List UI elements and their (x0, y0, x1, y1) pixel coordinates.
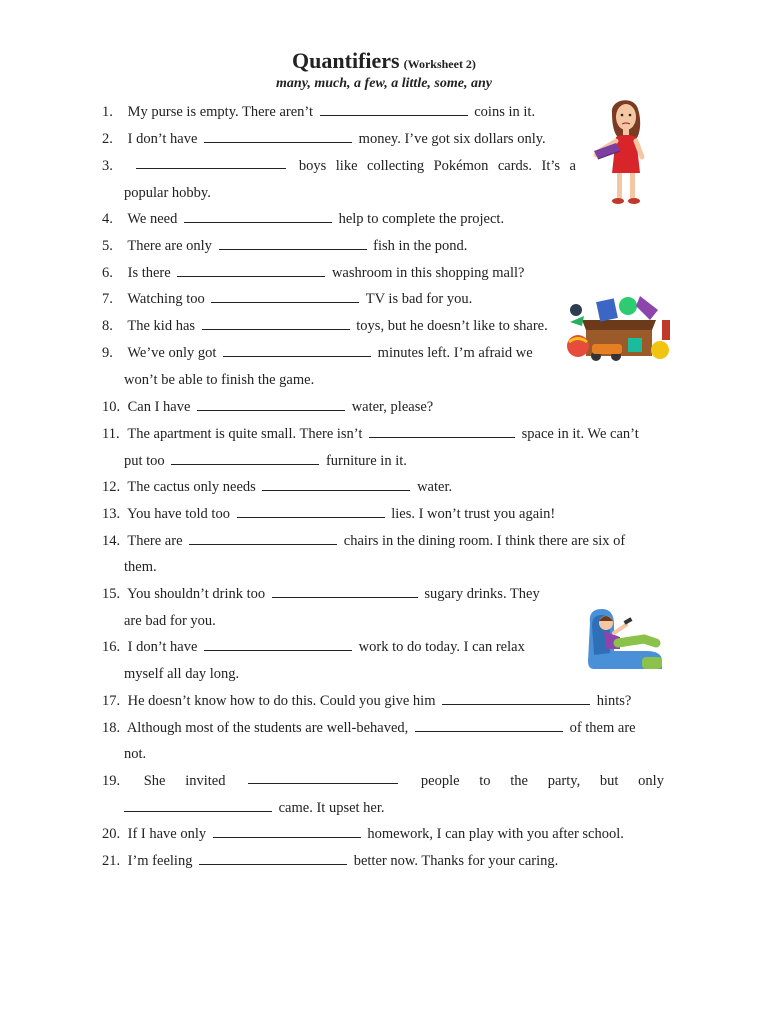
question-17: 17. He doesn’t know how to do this. Could you give him hints? (102, 693, 632, 709)
question-19: 19. She invited people to the party, but only (102, 770, 664, 792)
answer-blank[interactable] (211, 289, 359, 303)
question-20: 20. If I have only homework, I can play with you after school. (102, 826, 624, 842)
answer-blank[interactable] (204, 129, 352, 143)
answer-blank[interactable] (219, 236, 367, 250)
person-relaxing-armchair-illustration (584, 603, 668, 673)
topics-line: many, much, a few, a little, some, any (276, 76, 492, 91)
answer-blank[interactable] (415, 718, 563, 732)
answer-blank[interactable] (320, 102, 468, 116)
answer-blank[interactable] (237, 504, 385, 518)
question-11-cont: put too furniture in it. (124, 453, 407, 469)
page-subtitle: (Worksheet 2) (403, 57, 476, 71)
answer-blank[interactable] (202, 316, 350, 330)
page-title: Quantifiers (292, 48, 400, 73)
worksheet-heading (0, 48, 768, 74)
answer-blank[interactable] (189, 531, 337, 545)
question-7: 7. Watching too TV is bad for you. (102, 291, 473, 307)
answer-blank[interactable] (442, 691, 590, 705)
answer-blank[interactable] (171, 451, 319, 465)
answer-blank[interactable] (184, 209, 332, 223)
answer-blank[interactable] (213, 824, 361, 838)
question-21: 21. I’m feeling better now. Thanks for your caring. (102, 853, 559, 869)
question-1: 1. My purse is empty. There aren’t coins in it. (102, 104, 536, 120)
answer-blank[interactable] (124, 798, 272, 812)
answer-blank[interactable] (199, 851, 347, 865)
question-15-cont: are bad for you. (124, 613, 216, 629)
question-13: 13. You have told too lies. I won’t trust you again! (102, 506, 556, 522)
answer-blank[interactable] (197, 397, 345, 411)
question-9: 9. We’ve only got minutes left. I’m afraid we (102, 345, 533, 361)
answer-blank[interactable] (177, 263, 325, 277)
question-16-cont: myself all day long. (124, 666, 240, 682)
question-19-cont: came. It upset her. (124, 797, 385, 819)
question-16: 16. I don’t have work to do today. I can relax (102, 639, 525, 655)
question-14-cont: them. (124, 559, 157, 575)
woman-empty-purse-illustration (590, 95, 670, 207)
question-5: 5. There are only fish in the pond. (102, 238, 468, 254)
answer-blank[interactable] (262, 477, 410, 491)
answer-blank[interactable] (369, 424, 515, 438)
question-8: 8. The kid has toys, but he doesn’t like to share. (102, 318, 548, 334)
question-15: 15. You shouldn’t drink too sugary drinks. They (102, 586, 540, 602)
question-3-cont: popular hobby. (124, 185, 211, 201)
question-12: 12. The cactus only needs water. (102, 479, 453, 495)
question-2: 2. I don’t have money. I’ve got six dollars only. (102, 131, 546, 147)
answer-blank[interactable] (223, 343, 371, 357)
answer-blank[interactable] (272, 584, 418, 598)
question-4: 4. We need help to complete the project. (102, 211, 505, 227)
question-18: 18. Although most of the students are well-behaved, of them are (102, 720, 636, 736)
answer-blank[interactable] (204, 637, 352, 651)
toy-pile-illustration (566, 290, 672, 366)
question-6: 6. Is there washroom in this shopping mall? (102, 265, 525, 281)
question-11: 11. The apartment is quite small. There isn’t space in it. We can’t (102, 426, 639, 442)
question-18-cont: not. (124, 746, 147, 762)
question-9-cont: won’t be able to finish the game. (124, 372, 315, 388)
question-10: 10. Can I have water, please? (102, 399, 434, 415)
answer-blank[interactable] (136, 155, 286, 169)
answer-blank[interactable] (248, 770, 398, 784)
question-14: 14. There are chairs in the dining room. I think there are six of (102, 533, 626, 549)
question-3: 3. boys like collecting Pokémon cards. It’s a (102, 155, 576, 177)
